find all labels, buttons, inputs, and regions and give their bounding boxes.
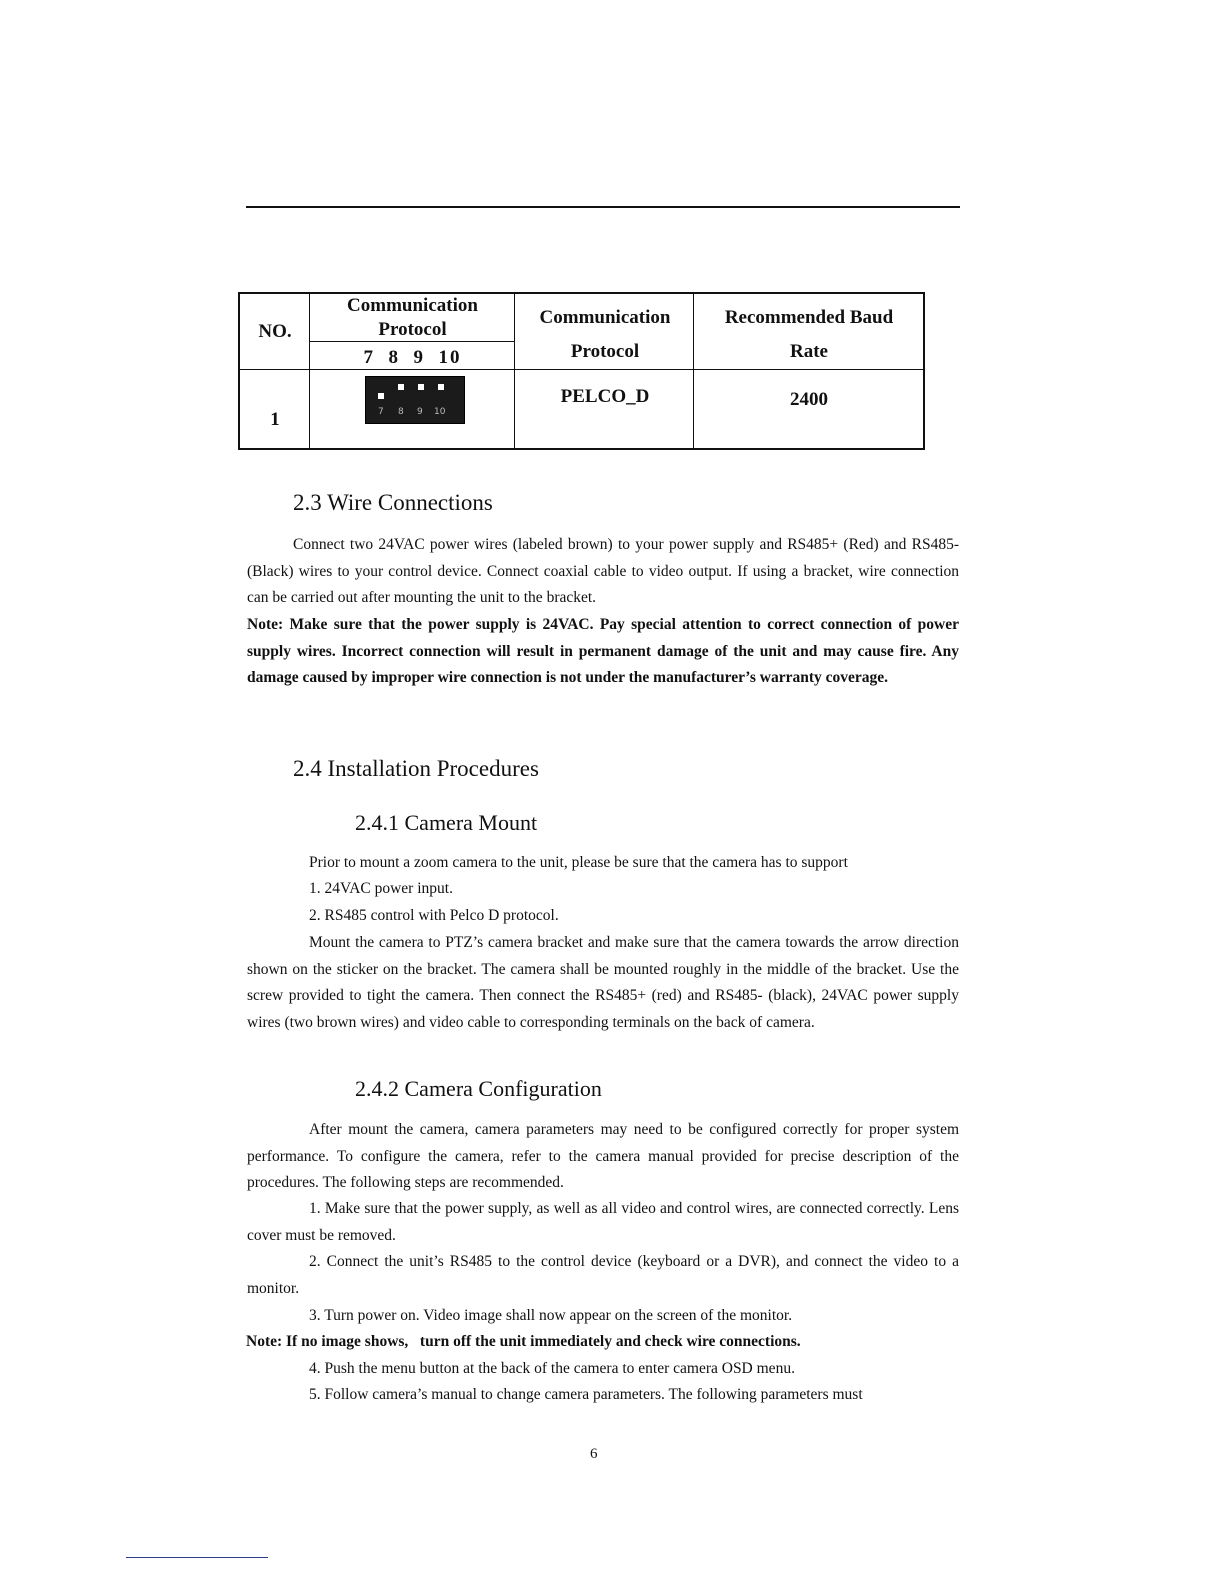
section-2-4-title: 2.4 Installation Procedures bbox=[293, 756, 539, 781]
dip-label-7: 7 bbox=[378, 407, 384, 417]
section-2-4-2-step-4: 4. Push the menu button at the back of the camera to enter camera OSD menu. bbox=[309, 1360, 795, 1377]
header-no: NO. bbox=[258, 321, 292, 342]
dip-label-9: 9 bbox=[417, 407, 423, 417]
section-2-4-1-intro: Prior to mount a zoom camera to the unit, please be sure that the camera has to support bbox=[309, 854, 848, 871]
header-baud-line1: Recommended Baud bbox=[724, 307, 894, 328]
section-2-3-note: Note: Make sure that the power supply is 24VAC. Pay special attention to correct connection of power supply wires. Incorrect connection will result in permanent damage of the unit and may cause fire. Any damage caused by improper wire connection is not under the manufacturer’s warranty coverage. bbox=[247, 616, 959, 686]
section-2-4-1-title: 2.4.1 Camera Mount bbox=[355, 810, 538, 835]
dip-switch-8-on bbox=[398, 384, 404, 390]
header-protocol-line2: Protocol bbox=[570, 341, 640, 362]
section-2-4-2-step-5: 5. Follow camera’s manual to change camera parameters. The following parameters must bbox=[309, 1386, 863, 1403]
section-2-4-1-body: Mount the camera to PTZ’s camera bracket and make sure that the camera towards the arrow direction shown on the sticker on the bracket. The camera shall be mounted roughly in the middle of the bracket. Use the screw provided to tight the camera. Then connect the RS485+ (red) and RS485- (black), 24VAC power supply wires (two brown wires) and video cable to corresponding terminals on the back of camera. bbox=[247, 934, 959, 1031]
dip-switch-image bbox=[365, 376, 465, 424]
dip-switch-9-on bbox=[418, 384, 424, 390]
row-baud: 2400 bbox=[790, 389, 828, 410]
section-2-4-1-item-1: 1. 24VAC power input. bbox=[309, 880, 453, 897]
section-2-4-2-title: 2.4.2 Camera Configuration bbox=[355, 1076, 602, 1101]
section-2-3-body: Connect two 24VAC power wires (labeled brown) to your power supply and RS485+ (Red) and RS485-(Black) wires to your control device. Connect coaxial cable to video output. If using a bracket, wire connection can be carried out after mounting the unit to the bracket. bbox=[247, 536, 959, 606]
dip-label-10: 10 bbox=[434, 407, 446, 417]
header-rule bbox=[246, 206, 960, 208]
section-2-4-2-body: After mount the camera, camera parameters may need to be configured correctly for proper system performance. To configure the camera, refer to the camera manual provided for precise description of the procedures. The following steps are recommended. bbox=[247, 1121, 959, 1191]
header-dip-positions: 7 8 9 10 bbox=[363, 347, 462, 368]
section-2-4-2-step-1: 1. Make sure that the power supply, as well as all video and control wires, are connected correctly. Lens cover must be removed. bbox=[247, 1200, 959, 1244]
section-2-4-2-step-3: 3. Turn power on. Video image shall now appear on the screen of the monitor. bbox=[309, 1307, 793, 1324]
dip-switch-7-off bbox=[378, 393, 384, 399]
section-2-4-2-note: Note: If no image shows, turn off the unit immediately and check wire connections. bbox=[246, 1333, 801, 1350]
page-number: 6 bbox=[590, 1446, 598, 1462]
section-2-3-title: 2.3 Wire Connections bbox=[293, 490, 493, 515]
section-2-4-2-step-2: 2. Connect the unit’s RS485 to the control device (keyboard or a DVR), and connect the video to a monitor. bbox=[247, 1253, 959, 1297]
dip-switch-10-on bbox=[438, 384, 444, 390]
header-protocol-line1: Communication bbox=[539, 307, 671, 328]
header-baud-line2: Rate bbox=[790, 341, 828, 362]
row-protocol: PELCO_D bbox=[560, 386, 650, 407]
header-communication-protocol: Communication Protocol bbox=[347, 295, 478, 340]
footer-rule bbox=[126, 1557, 268, 1558]
section-2-4-1-item-2: 2. RS485 control with Pelco D protocol. bbox=[309, 907, 559, 924]
row-no: 1 bbox=[270, 409, 280, 430]
dip-label-8: 8 bbox=[398, 407, 404, 417]
